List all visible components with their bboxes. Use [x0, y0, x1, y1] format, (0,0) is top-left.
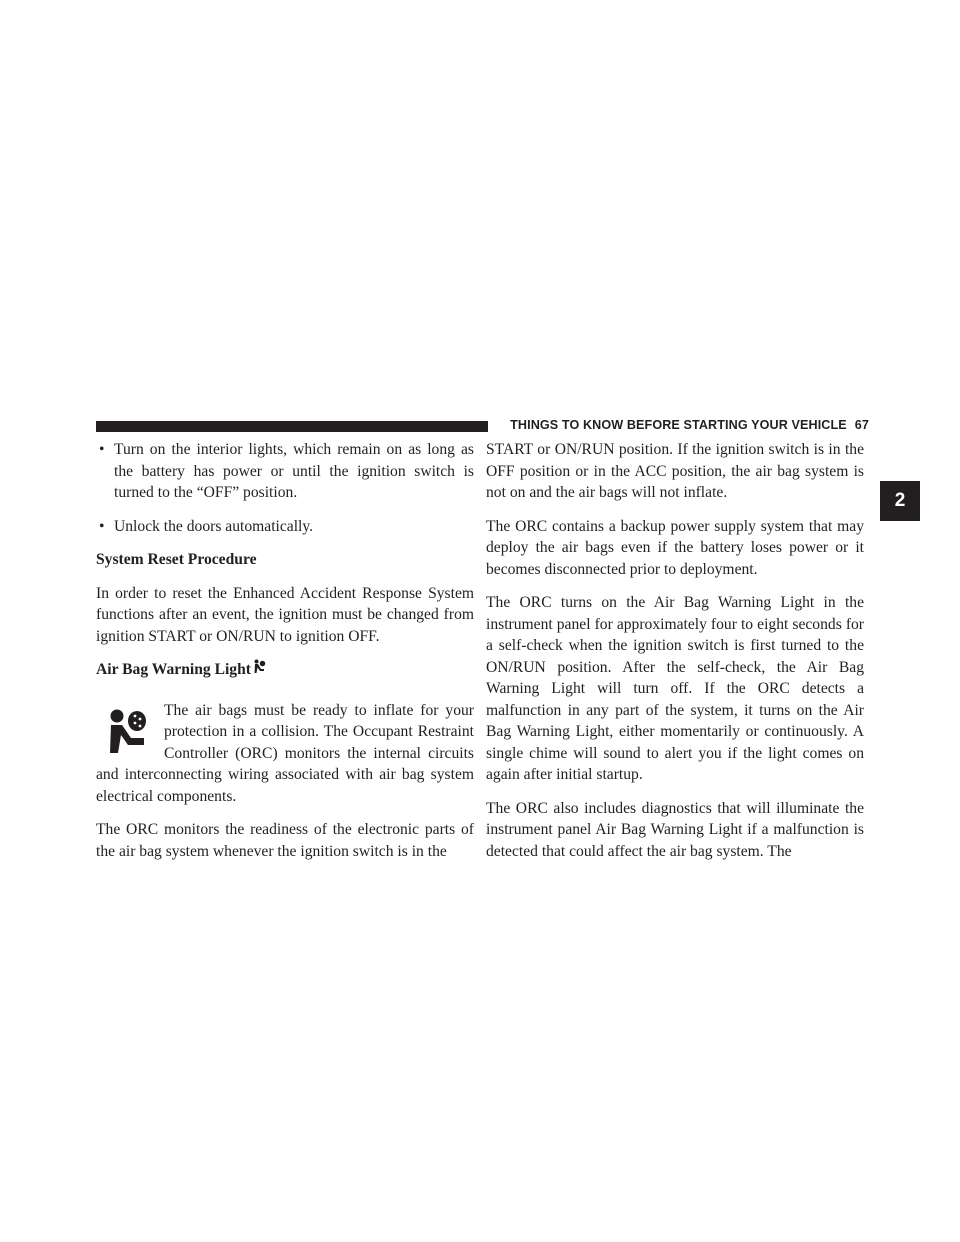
- body-paragraph: The ORC also includes diagnostics that will illuminate the instrument panel Air Bag Warning Light if a malfunction is detected that could affect the air bag system. The: [486, 799, 864, 860]
- airbag-warning-icon: [102, 708, 152, 756]
- header-bar: [96, 421, 488, 432]
- section-title: THINGS TO KNOW BEFORE STARTING YOUR VEHICLE: [510, 418, 847, 432]
- body-paragraph: START or ON/RUN position. If the ignition switch is in the OFF position or in the ACC position, the air bag system is not on and the air bags will not inflate.: [486, 441, 864, 501]
- body-paragraph: The ORC contains a backup power supply system that may deploy the air bags even if the battery loses power or it becomes disconnected prior to deployment.: [486, 517, 864, 578]
- airbag-description: [96, 700, 474, 808]
- left-column: [96, 439, 474, 874]
- airbag-warning-icon: [253, 659, 266, 682]
- bullet-item: [96, 439, 474, 504]
- chapter-tab: 2: [880, 481, 920, 521]
- bullet-marker: •: [99, 441, 105, 458]
- bullet-text: Unlock the doors automatically.: [114, 517, 314, 535]
- page-number: 67: [854, 418, 869, 432]
- bullet-marker: •: [99, 517, 105, 535]
- airbag-heading: [96, 659, 474, 682]
- right-column: [486, 439, 864, 874]
- reset-paragraph: In order to reset the Enhanced Accident Response System functions after an event, the ignition must be changed from ignition START or ON/RUN to ignition OFF.: [96, 584, 474, 645]
- orc-paragraph: The ORC monitors the readiness of the electronic parts of the air bag system whenever the ignition switch is in the: [96, 821, 474, 860]
- bullet-item: [96, 516, 474, 538]
- body-paragraph: The ORC turns on the Air Bag Warning Light in the instrument panel for approximately four to eight seconds for a self-check when the ignition switch is first turned to the ON/RUN position. After the self-check, the Air Bag Warning Light will turn off. If the ORC detects a malfunction in any part of the system, it turns on the Air Bag Warning Light, either momentarily or continuously. A single chime will sound to alert you if the light comes on again after initial startup.: [486, 594, 864, 783]
- bullet-text: Turn on the interior lights, which remain on as long as the battery has power or until the ignition switch is turned to the “OFF” position.: [114, 441, 474, 501]
- airbag-heading-text: Air Bag Warning Light: [96, 661, 251, 678]
- running-header: [497, 415, 869, 435]
- airbag-paragraph: The air bags must be ready to inflate for your protection in a collision. The Occupant Restraint Controller (ORC) monitors the internal circuits and interconnecting wiring associated with air bag system electrical components.: [96, 701, 474, 805]
- reset-heading: System Reset Procedure: [96, 551, 257, 568]
